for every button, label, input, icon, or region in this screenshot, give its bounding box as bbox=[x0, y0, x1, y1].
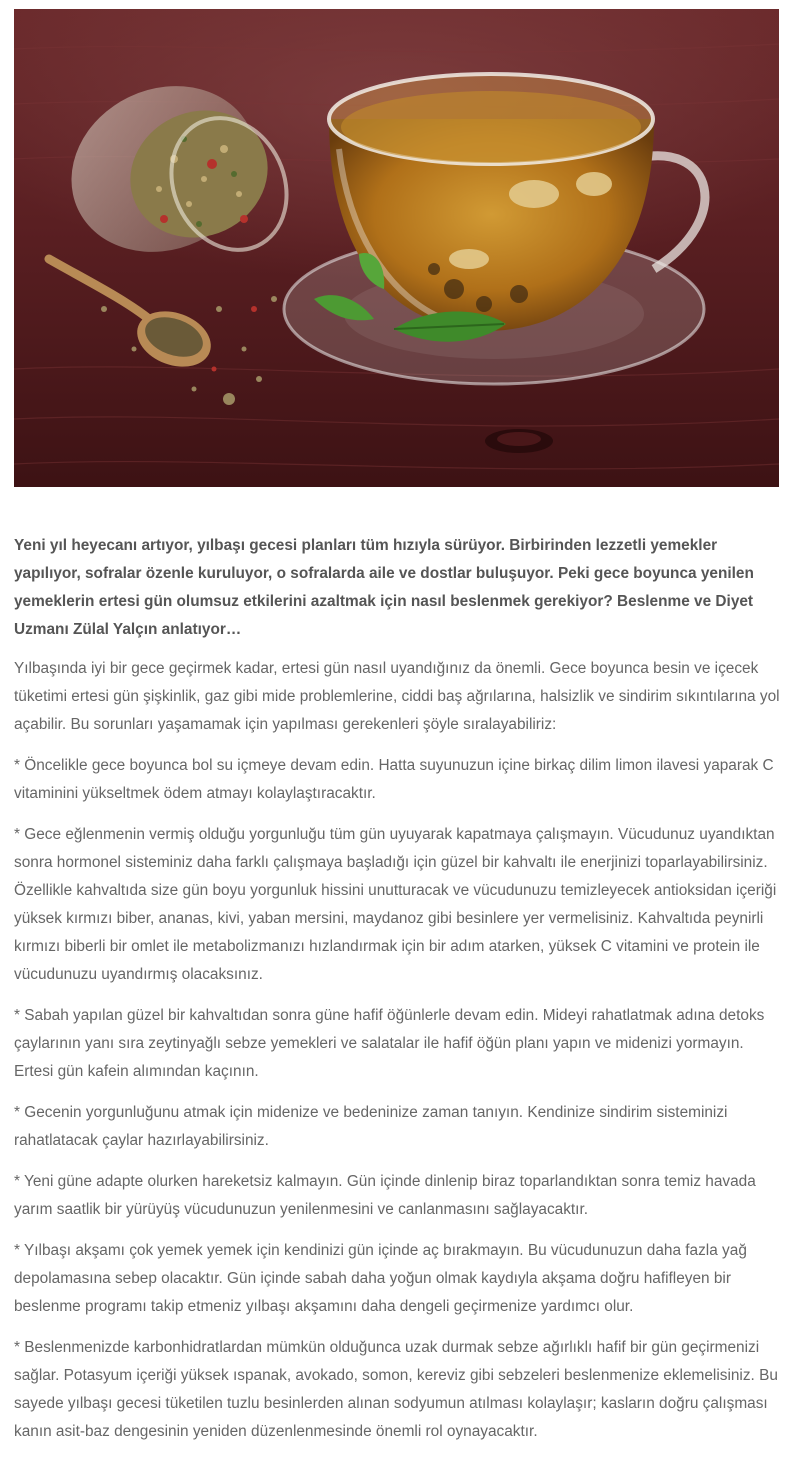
tea-cup-illustration bbox=[14, 9, 779, 487]
article-paragraph: * Yeni güne adapte olurken hareketsiz kalmayın. Gün içinde dinlenip biraz toparlandıktan sonra temiz havada yarım saatlik bir yürüyüş vücudunuzun yenilenmesini ve canlanmasını sağlayacaktır. bbox=[14, 1173, 756, 1218]
article-paragraph: * Öncelikle gece boyunca bol su içmeye devam edin. Hatta suyunuzun içine birkaç dilim limon ilavesi yaparak C vitaminini yükseltmek ödem atmayı kolaylaştıracaktır. bbox=[14, 757, 774, 802]
article-paragraph: * Gece eğlenmenin vermiş olduğu yorgunluğu tüm gün uyuyarak kapatmaya çalışmayın. Vücudunuz uyandıktan sonra hormonel sisteminiz daha farklı çalışmaya başladığı için güzel bir kahvaltı ile enerjinizi toparlayabilirsiniz. Özellikle kahvaltıda size gün boyu yorgunluk hissini unutturacak ve vücudunuzu temizleyecek antioksidan içeriği yüksek kırmızı biber, ananas, kivi, yaban mersini, maydanoz gibi besinlere yer vermelisiniz. Kahvaltıda peynirli kırmızı biberli bir omlet ile metabolizmanızı hızlandırmak için bir adım atarken, yüksek C vitamini ve protein ile vücudunuzu uyandırmış olacaksınız. bbox=[14, 826, 777, 983]
article-body bbox=[14, 532, 781, 1459]
article-paragraph: * Sabah yapılan güzel bir kahvaltıdan sonra güne hafif öğünlerle devam edin. Mideyi rahatlatmak adına detoks çaylarının yanı sıra zeytinyağlı sebze yemekleri ve salatalar ile hafif öğün planı yapın ve midenizi yormayın. Ertesi gün kafein alımından kaçının. bbox=[14, 1007, 765, 1080]
article-paragraph: Yılbaşında iyi bir gece geçirmek kadar, ertesi gün nasıl uyandığınız da önemli. Gece boyunca besin ve içecek tüketimi ertesi gün şişkinlik, gaz gibi mide problemlerine, ciddi baş ağrılarına, halsizlik ve sindirim sıkıntılarına yol açabilir. Bu sorunları yaşamamak için yapılması gerekenleri şöyle sıralayabiliriz: bbox=[14, 660, 780, 733]
article-lead: Yeni yıl heyecanı artıyor, yılbaşı gecesi planları tüm hızıyla sürüyor. Birbirinden lezzetli yemekler yapılıyor, sofralar özenle kuruluyor, o sofralarda aile ve dostlar buluşuyor. Peki gece boyunca yenilen yemeklerin ertesi gün olumsuz etkilerini azaltmak için nasıl beslenmek gerekiyor? Beslenme ve Diyet Uzmanı Zülal Yalçın anlatıyor… bbox=[14, 537, 754, 638]
article-paragraph: * Yılbaşı akşamı çok yemek yemek için kendinizi gün içinde aç bırakmayın. Bu vücudunuzun daha fazla yağ depolamasına sebep olacaktır. Gün içinde sabah daha yoğun olmak kaydıyla akşama doğru hafifleyen bir beslenme programı takip etmeniz yılbaşı akşamını daha dengeli geçirmenize yardımcı olur. bbox=[14, 1242, 747, 1315]
article-paragraph: * Beslenmenizde karbonhidratlardan mümkün olduğunca uzak durmak sebze ağırlıklı hafif bir gün geçirmenizi sağlar. Potasyum içeriği yüksek ıspanak, avokado, somon, kereviz gibi sebzeleri beslenmenize eklemelisiniz. Bu sayede yılbaşı gecesi tüketilen tuzlu besinlerden alınan sodyumun atılması kolaylaşır; kasların doğru çalışması kanın asit-baz dengesinin yeniden düzenlenmesinde önemli rol oynayacaktır. bbox=[14, 1339, 778, 1440]
article-paragraph: * Gecenin yorgunluğunu atmak için midenize ve bedeninize zaman tanıyın. Kendinize sindirim sisteminizi rahatlatacak çaylar hazırlayabilirsiniz. bbox=[14, 1104, 728, 1149]
hero-image bbox=[14, 9, 779, 487]
